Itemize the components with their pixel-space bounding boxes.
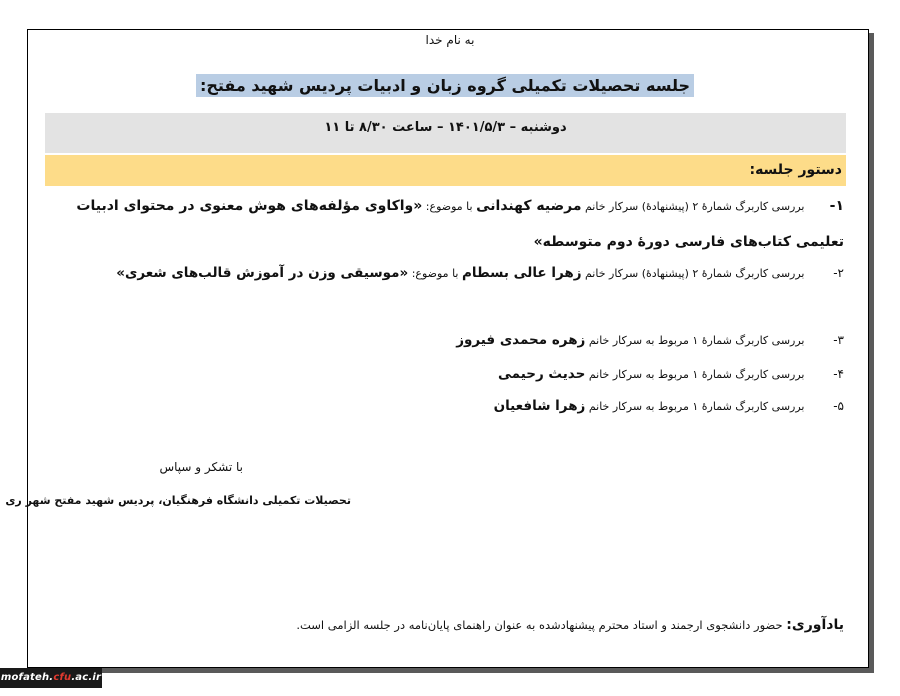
thesis-topic: «موسیقی وزن در آموزش قالب‌های شعری» [116,265,409,281]
student-name: زهرا شافعیان [493,398,586,414]
closing-thanks: با تشکر و سپاس [159,460,243,474]
student-name: حدیث رحیمی [498,366,586,382]
meeting-title: جلسه تحصیلات تکمیلی گروه زبان و ادبیات پردیس شهید مفتح: [196,74,694,97]
item-prefix: بررسی کاربرگ شمارۀ ۱ مربوط به سرکار خانم [585,368,805,381]
page-shadow-bottom [31,668,874,673]
reminder-label: یادآوری: [786,617,844,633]
student-name: زهرا عالی بسطام [461,265,582,281]
agenda-item-1-continued: تعلیمی کتاب‌های فارسی دورۀ دوم متوسطه» [533,234,844,250]
item-number: ۲- [833,266,844,280]
closing-signature: تحصیلات تکمیلی دانشگاه فرهنگیان، پردیس شهید مفتح شهر ری [5,494,351,507]
watermark-part-1: mofateh. [0,672,54,683]
item-prefix: بررسی کاربرگ شمارۀ ۲ (پیشنهادۀ) سرکار خانم [581,267,805,280]
thesis-topic: «واکاوی مؤلفه‌های هوش معنوی در محتوای ادبیات [76,198,423,214]
agenda-item-5 [494,398,844,414]
date-time-text: دوشنبه – ۱۴۰۱/۵/۳ – ساعت ۸/۳۰ تا ۱۱ [324,120,567,135]
besmellah-line: به نام خدا [425,33,475,47]
agenda-item-4 [498,366,844,382]
agenda-item-3 [456,332,844,348]
item-mid: با موضوع: [422,200,477,213]
agenda-heading-bar [45,155,846,186]
item-prefix: بررسی کاربرگ شمارۀ ۱ مربوط به سرکار خانم [585,400,805,413]
watermark-part-2: cfu [53,672,72,683]
student-name: زهره محمدی فیروز [456,332,586,348]
item-number: ۳- [833,333,844,347]
student-name: مرضیه کهندانی [476,198,582,214]
watermark-part-3: .ac.ir [71,672,102,683]
item-prefix: بررسی کاربرگ شمارۀ ۱ مربوط به سرکار خانم [585,334,805,347]
reminder-text: حضور دانشجوی ارجمند و استاد محترم پیشنهادشده به عنوان راهنمای پایان‌نامه در جلسه الزامی است. [296,618,787,632]
reminder-note [296,617,844,633]
agenda-item-1 [76,198,844,214]
item-number: ۴- [833,367,844,381]
site-watermark [0,668,102,688]
agenda-item-2 [116,265,844,281]
page-shadow-right [869,33,874,672]
item-mid: با موضوع: [408,267,462,280]
item-number: ۱- [829,198,844,214]
title-line [0,76,890,95]
agenda-heading: دستور جلسه: [749,162,842,178]
item-prefix: بررسی کاربرگ شمارۀ ۲ (پیشنهادۀ) سرکار خانم [581,200,805,213]
item-number: ۵- [833,399,844,413]
date-time-bar [45,113,846,153]
